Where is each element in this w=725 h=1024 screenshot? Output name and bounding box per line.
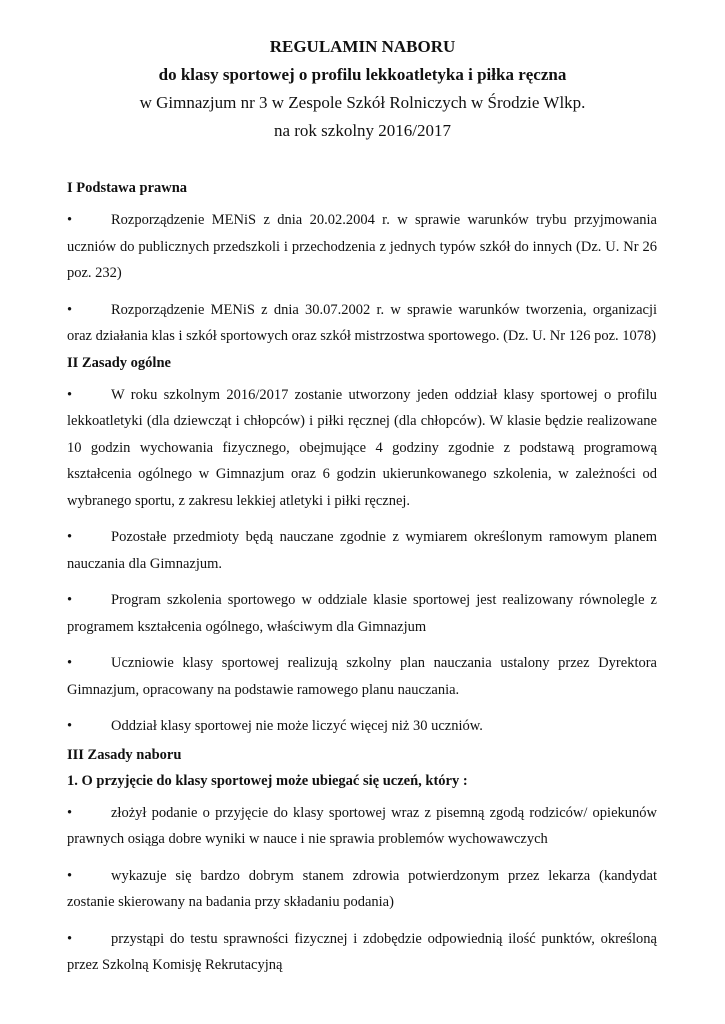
bullet-icon: • <box>67 592 73 608</box>
bullet-icon: • <box>67 386 73 403</box>
bullet-icon: • <box>67 655 73 671</box>
list-item-text: wykazuje się bardzo dobrym stanem zdrowia potwierdzonym przez lekarza (kandydat zostanie skierowany na badania przy składaniu podania) <box>67 867 657 910</box>
list-item <box>67 587 657 640</box>
section-heading-legal-basis: I Podstawa prawna <box>67 180 188 196</box>
school-year: na rok szkolny 2016/2017 <box>273 121 452 140</box>
document-body <box>67 175 657 989</box>
list-item-text: W roku szkolnym 2016/2017 zostanie utworzony jeden oddział klasy sportowej o profilu lekkoatletyki (dla dziewcząt i chłopców) i piłki ręcznej (dla chłopców). W klasie będzie realizowane 10 godzin wychowania fizycznego, obejmujące 4 godziny zgodnie z podstawą programową kształcenia ogólnego w Gimnazjum oraz 6 godzin ukierunkowanego szkolenia, w zależności od wybranego sportu, z zakresu lekkiej atletyki i piłki ręcznej. <box>67 386 657 509</box>
bullet-icon: • <box>67 212 73 228</box>
list-item-text: Pozostałe przedmioty będą nauczane zgodnie z wymiarem określonym ramowym planem nauczania dla Gimnazjum. <box>67 529 657 572</box>
bullet-icon: • <box>67 718 73 734</box>
section-heading-admission-rules: III Zasady naboru <box>67 746 182 763</box>
list-item <box>67 650 657 703</box>
bullet-icon: • <box>67 529 73 545</box>
list-item <box>67 207 657 287</box>
list-item <box>67 863 657 916</box>
list-item-text: Uczniowie klasy sportowej realizują szkolny plan nauczania ustalony przez Dyrektora Gimnazjum, opracowany na podstawie ramowego planu nauczania. <box>67 655 657 698</box>
list-item <box>67 524 657 577</box>
list-item-text: przystąpi do testu sprawności fizycznej i zdobędzie odpowiednią ilość punktów, określoną przez Szkolną Komisję Rekrutacyjną <box>67 930 657 973</box>
list-item-text: Program szkolenia sportowego w oddziale klasie sportowej jest realizowany równolegle z programem kształcenia ogólnego, właściwym dla Gimnazjum <box>67 592 657 635</box>
list-item-text: złożył podanie o przyjęcie do klasy sportowej wraz z pisemną zgodą rodziców/ opiekunów prawnych osiąga dobre wyniki w nauce i nie sprawia problemów wychowawczych <box>67 804 657 847</box>
bullet-icon: • <box>67 930 73 947</box>
section-subheading-eligibility: 1. O przyjęcie do klasy sportowej może ubiegać się uczeń, który : <box>67 772 468 789</box>
list-item <box>67 800 657 853</box>
school-name: w Gimnazjum nr 3 w Zespole Szkół Rolniczych w Środzie Wlkp. <box>139 93 586 112</box>
document-title: REGULAMIN NABORU <box>269 37 456 56</box>
bullet-icon: • <box>67 301 73 318</box>
list-item <box>67 713 657 740</box>
list-item <box>67 297 657 350</box>
list-item <box>67 382 657 515</box>
title-block <box>60 33 665 145</box>
bullet-icon: • <box>67 867 73 884</box>
list-item-text: Oddział klasy sportowej nie może liczyć więcej niż 30 uczniów. <box>111 718 483 734</box>
list-item <box>67 926 657 979</box>
list-item-text: Rozporządzenie MENiS z dnia 20.02.2004 r. w sprawie warunków trybu przyjmowania uczniów do publicznych przedszkoli i przechodzenia z jednych typów szkół do innych (Dz. U. Nr 26 poz. 232) <box>67 212 657 281</box>
list-item-text: Rozporządzenie MENiS z dnia 30.07.2002 r. w sprawie warunków tworzenia, organizacji oraz działania klas i szkół sportowych oraz szkół mistrzostwa sportowego. (Dz. U. Nr 126 poz. 1078) <box>67 301 657 344</box>
bullet-icon: • <box>67 804 73 821</box>
section-heading-general-rules: II Zasady ogólne <box>67 354 171 371</box>
document-subtitle: do klasy sportowej o profilu lekkoatletyka i piłka ręczna <box>158 65 567 84</box>
